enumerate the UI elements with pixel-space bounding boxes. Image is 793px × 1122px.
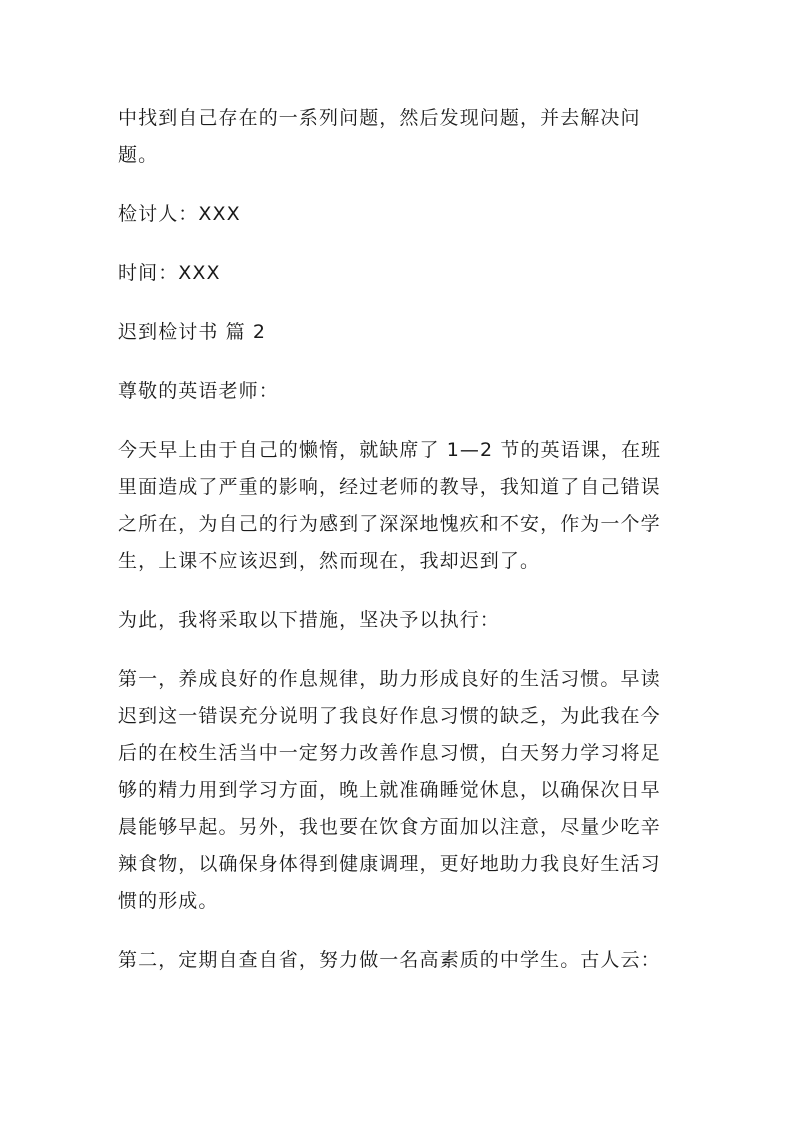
- reviewer-line: 检讨人：XXX: [118, 203, 241, 225]
- paragraph-continuation: 中找到自己存在的一系列问题，然后发现问题，并去解决问题。: [118, 107, 641, 166]
- salutation: 尊敬的英语老师：: [118, 380, 279, 402]
- paragraph-measure-1: 第一，养成良好的作息规律，助力形成良好的生活习惯。早读迟到这一错误充分说明了我良好作息习惯的缺乏，为此我在今后的在校生活当中一定努力改善作息习惯，白天努力学习将足够的精力用到学习方面，晚上就准确睡觉休息，以确保次日早晨能够早起。另外，我也要在饮食方面加以注意，尽量少吃辛辣食物，以确保身体得到健康调理，更好地助力我良好生活习惯的形成。: [118, 668, 661, 912]
- document-body: [118, 100, 678, 1001]
- section-title: 迟到检讨书 篇 2: [118, 321, 267, 343]
- paragraph-apology: 今天早上由于自己的懒惰，就缺席了 1—2 节的英语课，在班里面造成了严重的影响，经过老师的教导，我知道了自己错误之所在，为自己的行为感到了深深地愧疚和不安，作为一个学生，上课不应该迟到，然而现在，我却迟到了。: [118, 439, 662, 572]
- paragraph-measures-intro: 为此，我将采取以下措施，坚决予以执行：: [118, 609, 500, 631]
- date-line: 时间：XXX: [118, 262, 221, 284]
- paragraph-measure-2: 第二，定期自查自省，努力做一名高素质的中学生。古人云：: [118, 949, 661, 971]
